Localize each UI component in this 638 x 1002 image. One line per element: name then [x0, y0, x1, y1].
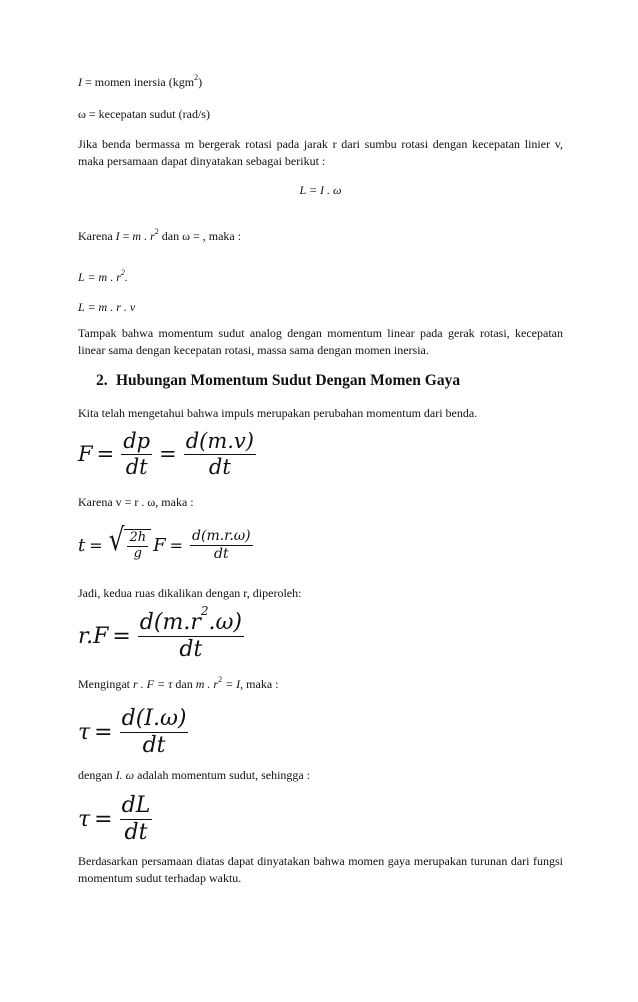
paragraph-analogy: Tampak bahwa momentum sudut analog dengan momentum linear pada gerak rotasi, kecepatan linear sama dengan kecepatan rotasi, massa sama dengan momen inersia.: [78, 326, 563, 357]
definition-moment-inertia: I = momen inersia (kgm$^2$): [78, 73, 203, 89]
equation-force-derivative: F = $\frac{dp}{dt}$ = $\frac{d(m.v)}{dt}$: [78, 429, 254, 479]
equation-l-mr2: L = m . $r^2$.: [78, 268, 128, 284]
paragraph-conclusion: Berdasarkan persamaan diatas dapat dinyatakan bahwa momen gaya merupakan turunan dari fungsi momentum sudut terhadap waktu.: [78, 854, 563, 885]
paragraph-mengingat: Mengingat r . F = τ dan m . $r^2 = I$, maka :: [78, 675, 279, 691]
equation-l-mrv: L = m . r . v: [78, 300, 136, 314]
paragraph-impulse: Kita telah mengetahui bahwa impuls merupakan perubahan momentum dari benda.: [78, 406, 478, 420]
equation-tau-d-i-omega: τ = $\frac{d(I.\omega)}{dt}$: [78, 706, 187, 758]
paragraph-multiply-r: Jadi, kedua ruas dikalikan dengan r, diperoleh:: [78, 586, 302, 600]
equation-rf: r.F = $\frac{d(m.r^2.\omega)}{dt}$: [78, 603, 242, 662]
equation-tau-dl-dt: τ = $\frac{dL}{dt}$: [78, 793, 151, 845]
section-heading: 2. Hubungan Momentum Sudut Dengan Momen Gaya: [96, 372, 461, 389]
equation-angular-momentum: L = I . ω: [299, 183, 342, 197]
paragraph-rotation-intro: Jika benda bermassa m bergerak rotasi pada jarak r dari sumbu rotasi dengan kecepatan linier v, maka persamaan dapat dinyatakan sebagai berikut :: [78, 137, 563, 168]
paragraph-dengan: dengan I. ω adalah momentum sudut, sehingga :: [78, 768, 311, 782]
karena-line: Karena I = m . $r^2$ dan ω = , maka :: [78, 227, 242, 243]
paragraph-v-equals: Karena v = r . ω, maka :: [78, 495, 194, 509]
definition-angular-velocity: ω = kecepatan sudut (rad/s): [78, 107, 210, 121]
equation-t-sqrt: t = √ $\frac{2h}{g}$ F = $\frac{d(m.r.\omega)}{dt}$: [78, 520, 251, 562]
